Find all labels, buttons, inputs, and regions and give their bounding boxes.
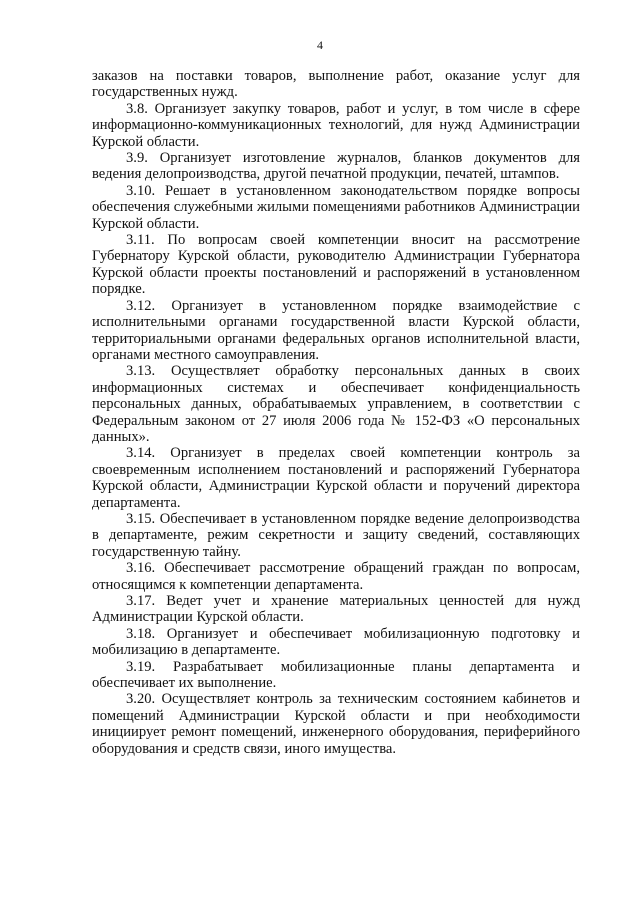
paragraph-3-10: 3.10. Решает в установленном законодательством порядке вопросы обеспечения служебными жилыми помещениями работников Администрации Курской области. — [92, 182, 580, 232]
paragraph-3-14: 3.14. Организует в пределах своей компетенции контроль за своевременным исполнением постановлений и распоряжений Губернатора Курской области, Администрации Курской области и поручений директора департамента. — [92, 445, 580, 511]
paragraph-3-19: 3.19. Разрабатывает мобилизационные планы департамента и обеспечивает их выполнение. — [92, 658, 580, 692]
paragraph-3-17: 3.17. Ведет учет и хранение материальных ценностей для нужд Администрации Курской области. — [92, 593, 580, 626]
paragraph-continuation: заказов на поставки товаров, выполнение работ, оказание услуг для государственных нужд. — [92, 68, 580, 101]
page-number: 4 — [317, 38, 323, 52]
paragraph-3-11: 3.11. По вопросам своей компетенции вносит на рассмотрение Губернатору Курской области, руководителю Администрации Губернатора Курской области проекты постановлений и распоряжений в установленном порядке. — [92, 232, 580, 298]
paragraph-3-13: 3.13. Осуществляет обработку персональных данных в своих информационных системах и обеспечивает конфиденциальность персональных данных, обрабатываемых управлением, в соответствии с Федеральным законом от 27 июля 2006 года № 152-ФЗ «О персональных данных». — [92, 363, 580, 445]
paragraph-3-20: 3.20. Осуществляет контроль за техническим состоянием кабинетов и помещений Администрации Курской области и при необходимости инициирует ремонт помещений, инженерного оборудования, периферийного оборудования и средств связи, иного имущества. — [92, 691, 580, 757]
paragraph-3-16: 3.16. Обеспечивает рассмотрение обращений граждан по вопросам, относящимся к компетенции департамента. — [92, 560, 580, 593]
paragraph-3-9: 3.9. Организует изготовление журналов, бланков документов для ведения делопроизводства, другой печатной продукции, печатей, штампов. — [92, 150, 580, 183]
paragraph-3-12: 3.12. Организует в установленном порядке взаимодействие с исполнительными органами государственной власти Курской области, территориальными органами федеральных органов исполнительной власти, органами местного самоуправления. — [92, 297, 580, 363]
document-body — [92, 68, 580, 757]
paragraph-3-15: 3.15. Обеспечивает в установленном порядке ведение делопроизводства в департаменте, режим секретности и защиту сведений, составляющих государственную тайну. — [92, 510, 580, 560]
paragraph-3-8: 3.8. Организует закупку товаров, работ и услуг, в том числе в сфере информационно-коммуникационных технологий, для нужд Администрации Курской области. — [92, 100, 580, 150]
paragraph-3-18: 3.18. Организует и обеспечивает мобилизационную подготовку и мобилизацию в департаменте. — [92, 625, 580, 659]
